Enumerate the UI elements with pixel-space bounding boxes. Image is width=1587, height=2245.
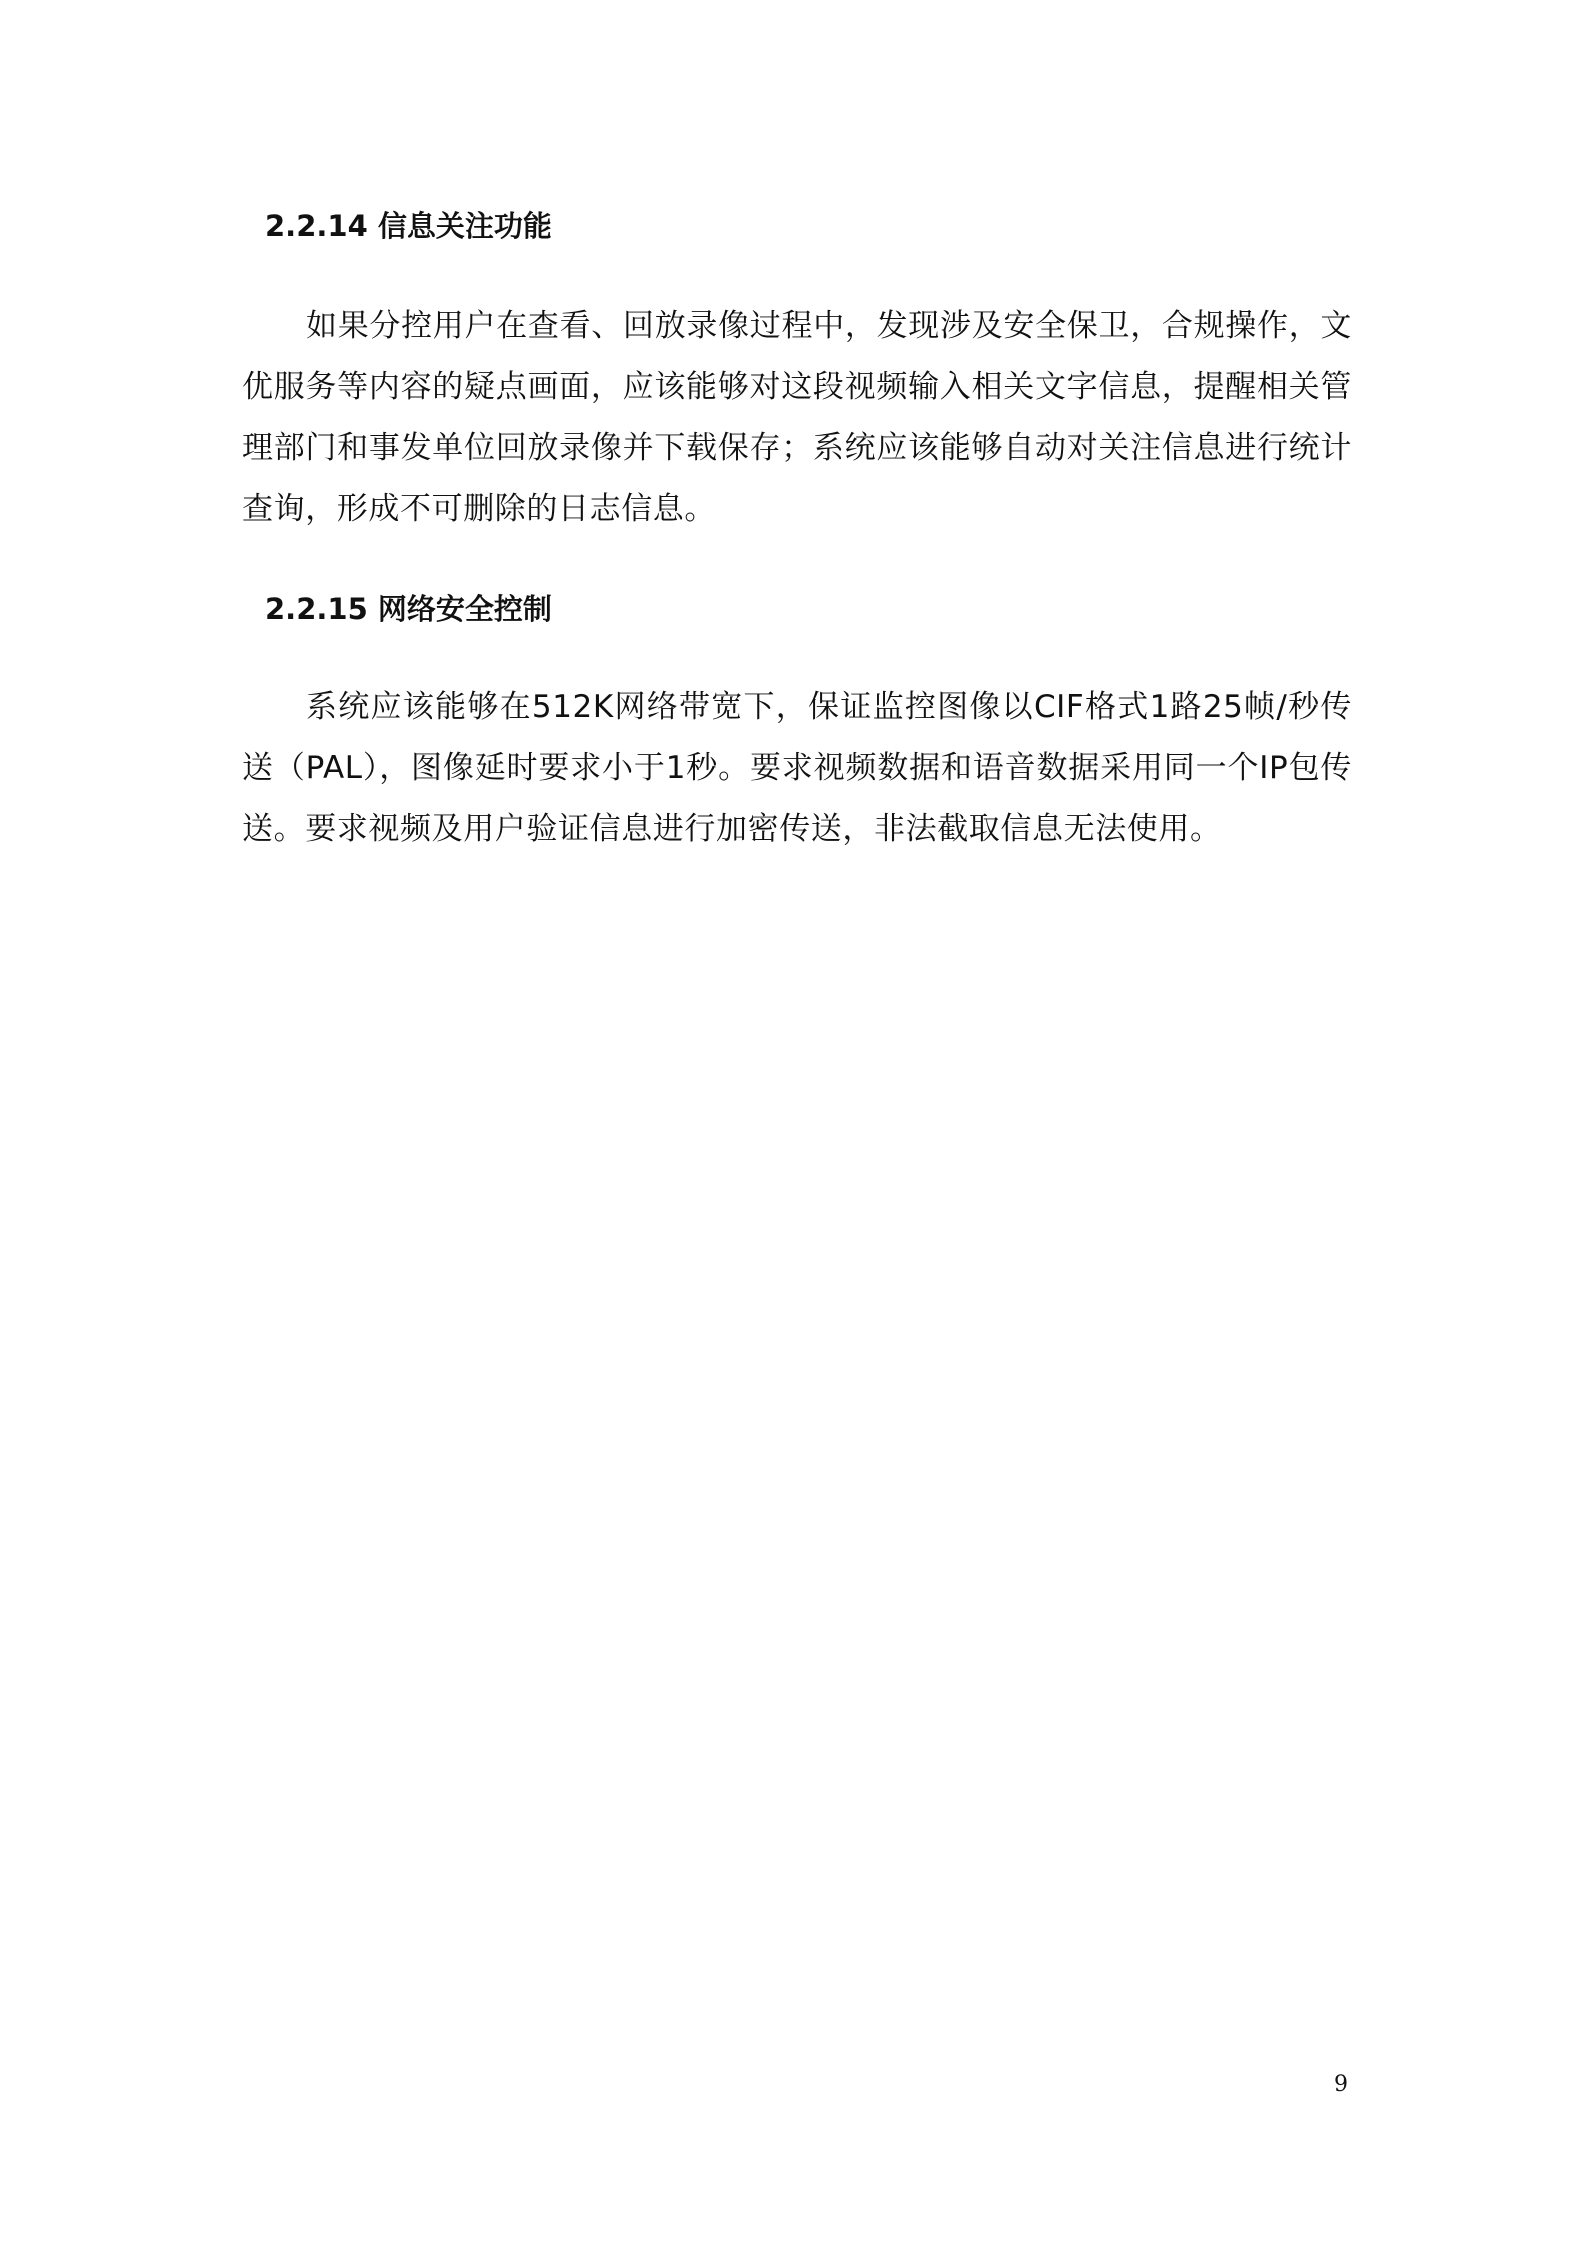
page-number: 9 (1334, 2072, 1348, 2097)
section-heading-2-2-15: 2.2.15 网络安全控制 (265, 592, 552, 626)
section-paragraph-2-2-14: 如果分控用户在查看、回放录像过程中，发现涉及安全保卫，合规操作，文优服务等内容的疑点画面，应该能够对这段视频输入相关文字信息，提醒相关管理部门和事发单位回放录像并下载保存；系统应该能够自动对关注信息进行统计查询，形成不可删除的日志信息。 (242, 308, 1352, 527)
section-heading-2-2-14: 2.2.14 信息关注功能 (265, 209, 552, 243)
section-paragraph-2-2-15: 系统应该能够在512K网络带宽下，保证监控图像以CIF格式1路25帧/秒传送（PAL），图像延时要求小于1秒。要求视频数据和语音数据采用同一个IP包传送。要求视频及用户验证信息进行加密传送，非法截取信息无法使用。 (242, 689, 1352, 847)
